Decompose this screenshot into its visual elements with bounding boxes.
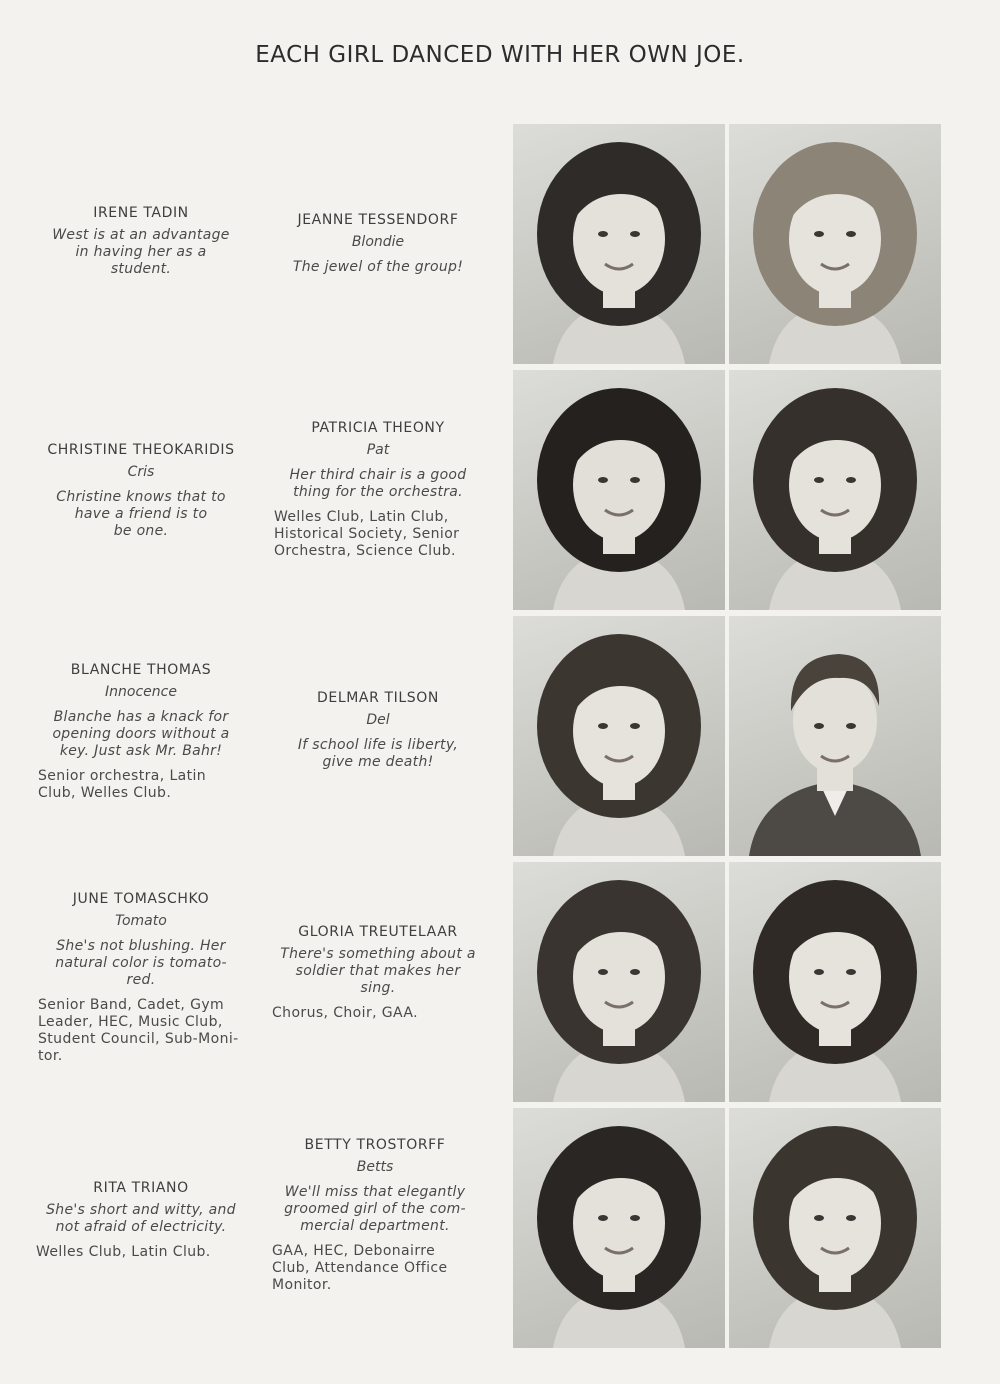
student-quote: The jewel of the group! bbox=[292, 259, 464, 275]
portrait-icon bbox=[513, 124, 725, 364]
entry-jeanne-tessendorf bbox=[272, 212, 484, 284]
entry-blanche-thomas bbox=[38, 662, 244, 802]
student-quote: Christine knows that to have a friend is to be one. bbox=[56, 489, 226, 539]
student-portrait bbox=[513, 862, 725, 1102]
portrait-icon bbox=[729, 862, 941, 1102]
student-portrait bbox=[729, 862, 941, 1102]
student-quote: She's short and witty, and not afraid of electricity. bbox=[46, 1202, 236, 1235]
page-title: EACH GIRL DANCED WITH HER OWN JOE. bbox=[255, 42, 745, 68]
student-name: BETTY TROSTORFF bbox=[304, 1137, 446, 1153]
student-quote: There's something about a soldier that makes her sing. bbox=[280, 946, 476, 996]
entry-delmar-tilson bbox=[272, 690, 484, 779]
student-nickname: Del bbox=[366, 712, 390, 728]
student-activities: Welles Club, Latin Club. bbox=[36, 1244, 211, 1260]
portrait-icon bbox=[513, 1108, 725, 1348]
student-portrait bbox=[729, 124, 941, 364]
student-name: GLORIA TREUTELAAR bbox=[298, 924, 458, 940]
student-portrait bbox=[513, 1108, 725, 1348]
student-quote: Her third chair is a good thing for the orchestra. bbox=[289, 467, 467, 500]
entry-patricia-theony bbox=[274, 420, 482, 560]
student-name: BLANCHE THOMAS bbox=[70, 662, 212, 678]
entry-gloria-treutelaar bbox=[272, 924, 484, 1022]
student-quote: Blanche has a knack for opening doors without a key. Just ask Mr. Bahr! bbox=[52, 709, 230, 759]
student-nickname: Cris bbox=[127, 464, 155, 480]
entry-june-tomaschko bbox=[38, 891, 244, 1065]
student-quote: She's not blushing. Her natural color is tomato- red. bbox=[55, 938, 227, 988]
student-activities: GAA, HEC, Debonairre Club, Attendance Office Monitor. bbox=[272, 1243, 448, 1293]
portrait-icon bbox=[513, 862, 725, 1102]
entry-christine-theokaridis bbox=[36, 442, 246, 548]
student-activities: Chorus, Choir, GAA. bbox=[272, 1005, 418, 1021]
student-portrait bbox=[513, 616, 725, 856]
student-name: DELMAR TILSON bbox=[317, 690, 439, 706]
student-nickname: Innocence bbox=[105, 684, 177, 700]
student-name: JUNE TOMASCHKO bbox=[72, 891, 210, 907]
student-quote: If school life is liberty, give me death! bbox=[297, 737, 459, 770]
entry-betty-trostorff bbox=[272, 1137, 478, 1294]
entry-irene-tadin bbox=[38, 205, 244, 286]
student-quote: West is at an advantage in having her as a student. bbox=[52, 227, 230, 277]
portrait-icon bbox=[513, 616, 725, 856]
student-nickname: Betts bbox=[356, 1159, 394, 1175]
student-activities: Senior orchestra, Latin Club, Welles Club. bbox=[38, 768, 207, 801]
portrait-icon bbox=[729, 616, 941, 856]
student-nickname: Pat bbox=[366, 442, 390, 458]
student-name: CHRISTINE THEOKARIDIS bbox=[47, 442, 235, 458]
student-portrait bbox=[729, 370, 941, 610]
portrait-icon bbox=[729, 1108, 941, 1348]
student-portrait bbox=[729, 616, 941, 856]
student-nickname: Blondie bbox=[351, 234, 405, 250]
student-name: RITA TRIANO bbox=[93, 1180, 189, 1196]
portrait-icon bbox=[729, 370, 941, 610]
student-activities: Welles Club, Latin Club, Historical Society, Senior Orchestra, Science Club. bbox=[274, 509, 460, 559]
portrait-icon bbox=[729, 124, 941, 364]
student-activities: Senior Band, Cadet, Gym Leader, HEC, Music Club, Student Council, Sub-Moni- tor. bbox=[38, 997, 239, 1064]
student-name: PATRICIA THEONY bbox=[311, 420, 445, 436]
student-portrait bbox=[729, 1108, 941, 1348]
entry-rita-triano bbox=[36, 1180, 246, 1261]
student-nickname: Tomato bbox=[115, 913, 167, 929]
student-name: IRENE TADIN bbox=[93, 205, 189, 221]
student-portrait bbox=[513, 124, 725, 364]
student-quote: We'll miss that elegantly groomed girl of the com- mercial department. bbox=[284, 1184, 466, 1234]
student-name: JEANNE TESSENDORF bbox=[297, 212, 459, 228]
student-portrait bbox=[513, 370, 725, 610]
portrait-icon bbox=[513, 370, 725, 610]
